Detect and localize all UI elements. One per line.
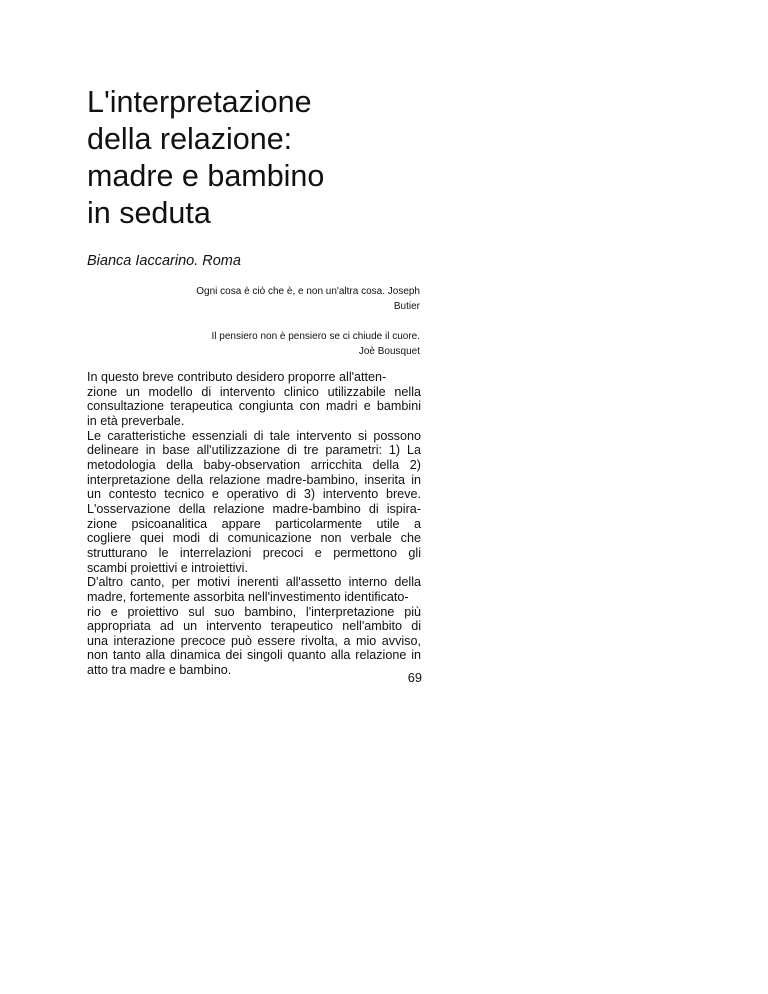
body-line: In questo breve contributo desidero proporre all'atten- <box>87 370 387 384</box>
body-line: scambi proiettivi e introiettivi. <box>87 560 248 575</box>
author-byline: Bianca Iaccarino. Roma <box>87 253 241 269</box>
body-line: atto tra madre e bambino. <box>87 663 232 678</box>
body-line: Le caratteristiche essenziali di tale intervento si possono <box>87 428 421 443</box>
body-line: un contesto tecnico e operativo di 3) intervento breve. <box>87 487 421 502</box>
body-line: D'altro canto, per motivi inerenti all'assetto interno della <box>87 575 421 590</box>
epigraph-quote <box>150 329 420 359</box>
body-line: consultazione terapeutica congiunta con madri e bambini <box>87 399 421 414</box>
body-line: delineare in base all'utilizzazione di tre parametri: 1) La <box>87 443 421 458</box>
body-line: cogliere quei modi di comunicazione non verbale che <box>87 531 421 546</box>
title-line: in seduta <box>87 196 211 230</box>
epigraph-attribution: Joè Bousquet <box>358 346 420 357</box>
epigraph-attribution: Butier <box>393 301 420 312</box>
body-line: L'osservazione della relazione madre-bambino di ispira- <box>87 501 421 516</box>
title-line: della relazione: <box>87 122 293 156</box>
title-line: L'interpretazione <box>87 85 312 119</box>
body-line: interpretazione della relazione madre-bambino, inserita in <box>87 472 421 487</box>
body-line: madre, fortemente assorbita nell'investimento identificato- <box>87 589 409 604</box>
epigraph-line: Ogni cosa è ciò che è, e non un'altra cosa. Joseph <box>196 286 420 297</box>
page-number: 69 <box>407 670 422 685</box>
body-line: strutturano le interrelazioni precoci e permettono gli <box>87 545 421 560</box>
body-line: zione psicoanalitica appare particolarmente utile a <box>87 516 421 531</box>
body-line: una interazione precoce può essere rivolta, a mio avviso, <box>87 633 421 648</box>
body-line: zione un modello di intervento clinico utilizzabile nella <box>87 384 421 399</box>
body-line: rio e proiettivo sul suo bambino, l'interpretazione più <box>87 604 421 619</box>
title-line: madre e bambino <box>87 159 325 193</box>
body-text <box>87 370 421 678</box>
body-line: non tanto alla dinamica dei singoli quanto alla relazione in <box>87 648 421 663</box>
epigraph-line: Il pensiero non è pensiero se ci chiude il cuore. <box>211 331 420 342</box>
body-line: metodologia della baby-observation arricchita della 2) <box>87 457 421 472</box>
body-line: appropriata ad un intervento terapeutico nell'ambito di <box>87 619 421 634</box>
body-line: in età preverbale. <box>87 413 185 428</box>
article-title <box>87 84 487 232</box>
epigraph-quote <box>150 284 420 314</box>
epigraphs <box>150 284 420 359</box>
